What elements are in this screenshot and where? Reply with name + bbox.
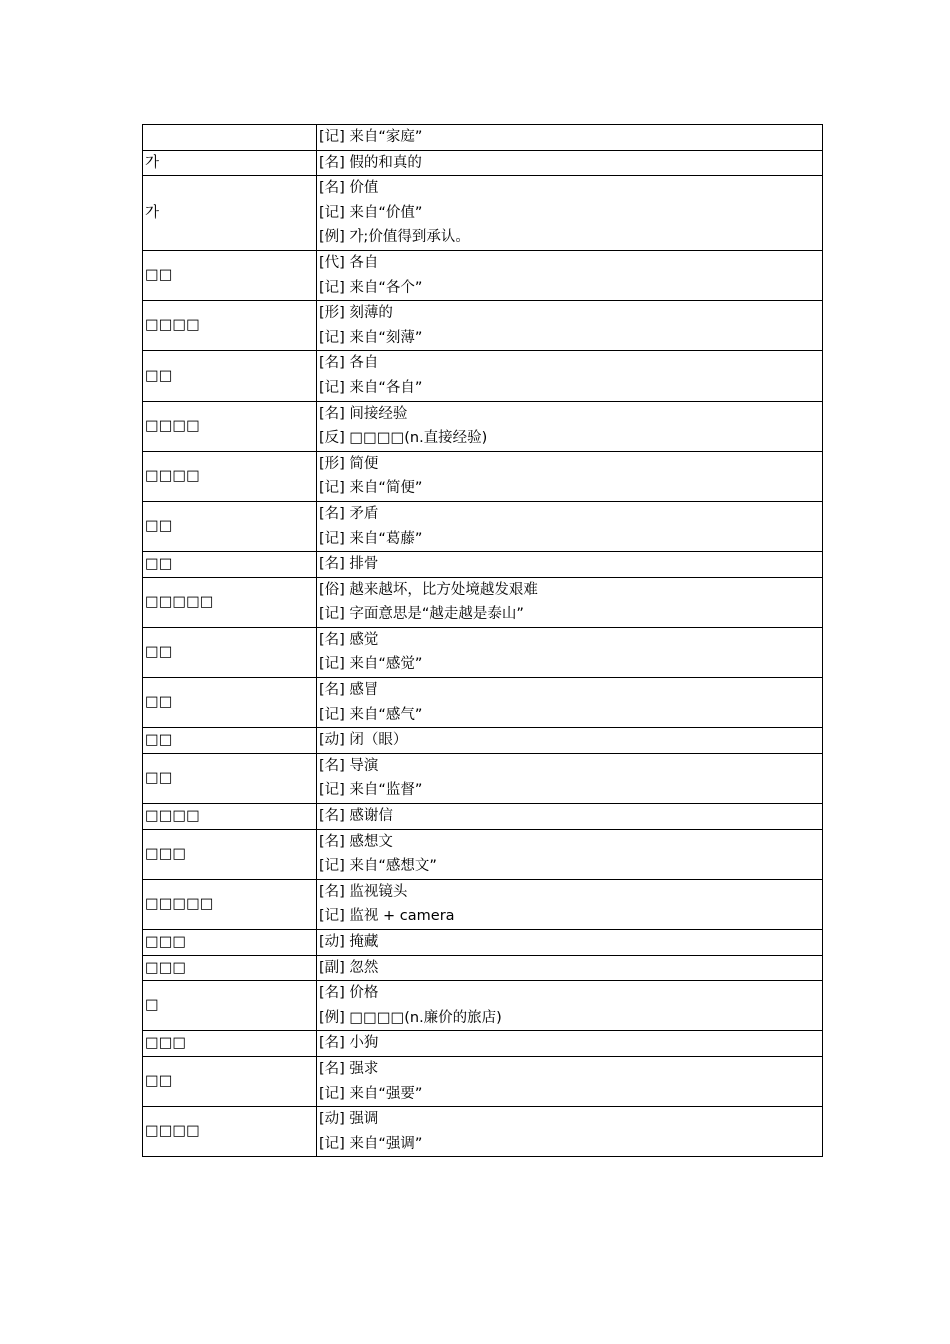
- definition-line: [名] 感想文: [319, 833, 393, 850]
- definition-line: [例] 가;价值得到承认。: [319, 229, 470, 246]
- term-cell: □□: [143, 678, 317, 728]
- table-row: [143, 176, 823, 251]
- term-cell: □□: [143, 1056, 317, 1106]
- definition-line: [名] 排骨: [319, 556, 379, 573]
- table-row: [143, 552, 823, 578]
- definition-line: [名] 假的和真的: [319, 154, 422, 171]
- definition-line: [记] 来自“感气”: [319, 706, 423, 723]
- definition-line: [名] 各自: [319, 355, 379, 372]
- definition-line: [记] 来自“强要”: [319, 1085, 423, 1102]
- definition-line: [记] 来自“各自”: [319, 379, 423, 396]
- definition-line: [例] □□□□(n.廉价的旅店): [319, 1009, 502, 1026]
- definition-cell: [317, 930, 823, 956]
- definition-line: [记] 来自“简便”: [319, 480, 423, 497]
- vocabulary-table: [142, 124, 823, 1157]
- term-cell: □□: [143, 351, 317, 401]
- definition-line: [名] 间接经验: [319, 405, 408, 422]
- term-cell: □□□□□: [143, 879, 317, 929]
- definition-cell: [317, 1107, 823, 1157]
- definition-line: [记] 来自“监督”: [319, 782, 423, 799]
- definition-cell: [317, 401, 823, 451]
- definition-line: [名] 感冒: [319, 682, 379, 699]
- table-row: [143, 125, 823, 151]
- table-row: [143, 250, 823, 300]
- definition-cell: [317, 552, 823, 578]
- table-row: [143, 401, 823, 451]
- definition-cell: [317, 351, 823, 401]
- definition-line: [代] 各自: [319, 254, 379, 271]
- definition-cell: [317, 125, 823, 151]
- definition-cell: [317, 879, 823, 929]
- definition-cell: [317, 678, 823, 728]
- definition-line: [记] 来自“强调”: [319, 1135, 423, 1152]
- term-cell: □□□: [143, 955, 317, 981]
- table-row: [143, 804, 823, 830]
- table-row: [143, 451, 823, 501]
- term-cell: □□□□: [143, 301, 317, 351]
- term-cell: □□□□: [143, 1107, 317, 1157]
- term-cell: □□□□: [143, 451, 317, 501]
- definition-cell: [317, 451, 823, 501]
- table-row: [143, 577, 823, 627]
- term-cell: □□: [143, 250, 317, 300]
- term-cell: □□□□: [143, 804, 317, 830]
- table-row: [143, 930, 823, 956]
- definition-line: [动] 掩藏: [319, 934, 379, 950]
- table-row: [143, 728, 823, 754]
- definition-cell: [317, 627, 823, 677]
- table-row: [143, 1107, 823, 1157]
- table-row: [143, 879, 823, 929]
- table-row: [143, 351, 823, 401]
- term-cell: □□□: [143, 829, 317, 879]
- definition-line: [记] 监视 + camera: [319, 908, 455, 925]
- table-row: [143, 1056, 823, 1106]
- definition-line: [记] 来自“刻薄”: [319, 329, 423, 346]
- definition-line: [记] 字面意思是“越走越是泰山”: [319, 606, 524, 623]
- table-row: [143, 1031, 823, 1057]
- definition-cell: [317, 981, 823, 1031]
- table-row: [143, 678, 823, 728]
- definition-cell: [317, 728, 823, 754]
- term-cell: □□□: [143, 1031, 317, 1057]
- definition-line: [记] 来自“价值”: [319, 204, 423, 221]
- table-row: [143, 829, 823, 879]
- term-cell: □□: [143, 501, 317, 551]
- definition-line: [记] 来自“各个”: [319, 279, 423, 296]
- definition-cell: [317, 176, 823, 251]
- definition-line: [名] 感谢信: [319, 808, 393, 825]
- term-cell: □: [143, 981, 317, 1031]
- definition-cell: [317, 804, 823, 830]
- definition-line: [形] 简便: [319, 455, 379, 472]
- definition-cell: [317, 501, 823, 551]
- term-cell: □□: [143, 552, 317, 578]
- definition-cell: [317, 150, 823, 176]
- table-row: [143, 955, 823, 981]
- definition-cell: [317, 829, 823, 879]
- definition-cell: [317, 1031, 823, 1057]
- definition-line: [名] 强求: [319, 1060, 379, 1077]
- table-row: [143, 981, 823, 1031]
- table-row: [143, 301, 823, 351]
- definition-line: [形] 刻薄的: [319, 305, 393, 322]
- definition-cell: [317, 250, 823, 300]
- definition-line: [俗] 越来越坏，比方处境越发艰难: [319, 581, 538, 598]
- term-cell: 가: [143, 150, 317, 176]
- term-cell: [143, 125, 317, 151]
- definition-line: [名] 价值: [319, 180, 379, 197]
- definition-line: [反] □□□□(n.直接经验): [319, 430, 488, 447]
- table-row: [143, 753, 823, 803]
- definition-cell: [317, 955, 823, 981]
- definition-line: [名] 感觉: [319, 631, 379, 648]
- definition-line: [副] 忽然: [319, 959, 379, 976]
- definition-line: [名] 价格: [319, 985, 379, 1002]
- definition-cell: [317, 753, 823, 803]
- definition-line: [记] 来自“葛藤”: [319, 530, 423, 547]
- term-cell: □□□: [143, 930, 317, 956]
- definition-line: [动] 强调: [319, 1111, 379, 1128]
- term-cell: □□: [143, 627, 317, 677]
- term-cell: □□: [143, 728, 317, 754]
- definition-line: [记] 来自“感想文”: [319, 858, 437, 875]
- term-cell: 가: [143, 176, 317, 251]
- term-cell: □□□□: [143, 401, 317, 451]
- term-cell: □□□□□: [143, 577, 317, 627]
- table-row: [143, 501, 823, 551]
- definition-line: [记] 来自“家庭”: [319, 129, 423, 145]
- definition-line: [动] 闭（眼）: [319, 732, 408, 749]
- definition-line: [记] 来自“感觉”: [319, 656, 423, 673]
- table-row: [143, 627, 823, 677]
- definition-line: [名] 矛盾: [319, 505, 379, 522]
- vocabulary-table-body: [143, 125, 823, 1157]
- definition-line: [名] 小狗: [319, 1035, 379, 1052]
- definition-cell: [317, 301, 823, 351]
- definition-line: [名] 监视镜头: [319, 883, 408, 900]
- definition-cell: [317, 577, 823, 627]
- term-cell: □□: [143, 753, 317, 803]
- definition-cell: [317, 1056, 823, 1106]
- table-row: [143, 150, 823, 176]
- definition-line: [名] 导演: [319, 757, 379, 774]
